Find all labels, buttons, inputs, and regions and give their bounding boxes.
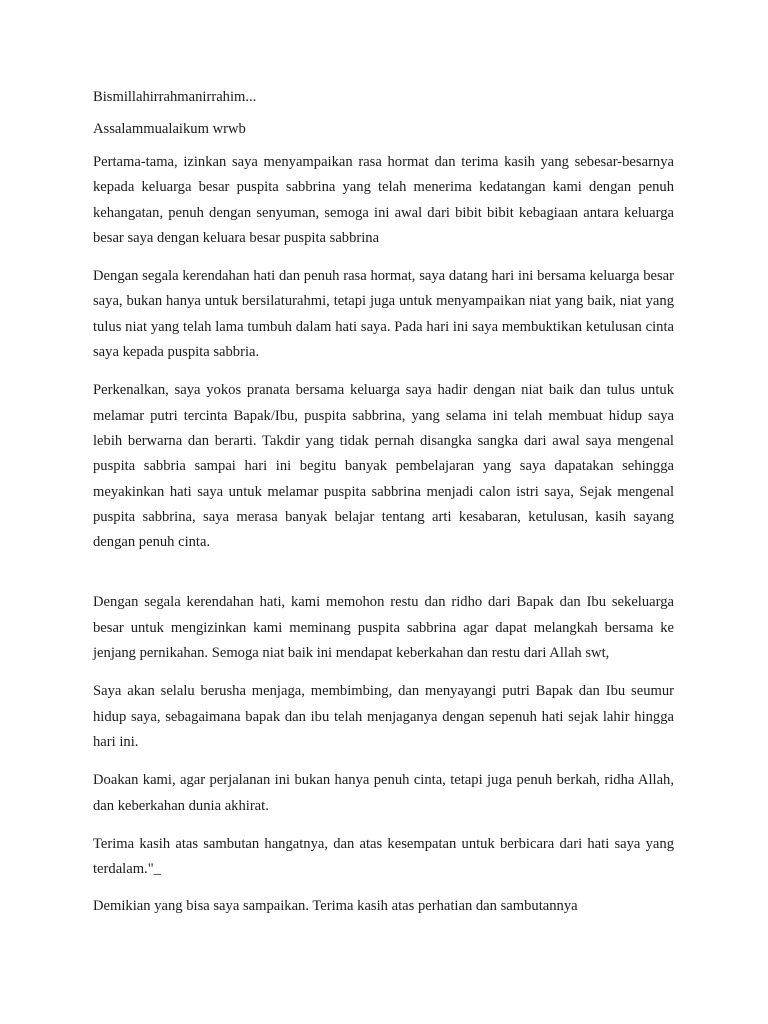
paragraph-thanks: Terima kasih atas sambutan hangatnya, dan atas kesempatan untuk berbicara dari hati saya yang terdalam."_	[93, 835, 674, 878]
paragraph-request-blessing: Dengan segala kerendahan hati, kami memohon restu dan ridho dari Bapak dan Ibu sekeluarga besar untuk mengizinkan kami meminang puspita sabbrina agar dapat melangkah bersama ke jenjang pernikahan. Semoga niat baik ini mendapat keberkahan dan restu dari Allah swt,	[93, 594, 674, 662]
paragraph-prayer: Doakan kami, agar perjalanan ini bukan hanya penuh cinta, tetapi juga penuh berkah, ridha Allah, dan keberkahan dunia akhirat.	[93, 772, 674, 814]
greeting-line: Assalammualaikum wrwb	[93, 121, 246, 137]
paragraph-promise: Saya akan selalu berusha menjaga, membimbing, dan menyayangi putri Bapak dan Ibu seumur hidup saya, sebagaimana bapak dan ibu telah menjaganya dengan sepenuh hati sejak lahir hingga hari ini.	[93, 683, 674, 750]
blank-line	[93, 568, 674, 590]
paragraph-gratitude: Pertama-tama, izinkan saya menyampaikan rasa hormat dan terima kasih yang sebesar-besarnya kepada keluarga besar puspita sabbrina yang telah menerima kedatangan kami dengan penuh kehangatan, penuh dengan senyuman, semoga ini awal dari bibit bibit kebagiaan antara keluarga besar saya dengan keluara besar puspita sabbrina	[93, 154, 674, 246]
opening-line: Bismillahirrahmanirrahim...	[93, 89, 257, 105]
paragraph-introduction: Perkenalkan, saya yokos pranata bersama keluarga saya hadir dengan niat baik dan tulus untuk melamar putri tercinta Bapak/Ibu, puspita sabbrina, yang selama ini telah membuat hidup saya lebih berwarna dan berarti. Takdir yang tidak pernah disangka sangka dari awal saya mengenal puspita sabbria sampai hari ini begitu banyak pembelajaran yang saya dapatakan sehingga meyakinkan hati saya untuk melamar puspita sabbrina menjadi calon istri saya, Sejak mengenal puspita sabbrina, saya merasa banyak belajar tentang arti kesabaran, ketulusan, kasih sayang dengan penuh cinta.	[93, 382, 674, 551]
paragraph-intention: Dengan segala kerendahan hati dan penuh rasa hormat, saya datang hari ini bersama keluarga besar saya, bukan hanya untuk bersilaturahmi, tetapi juga untuk menyampaikan niat yang baik, niat yang tulus niat yang telah lama tumbuh dalam hati saya. Pada hari ini saya membuktikan ketulusan cinta saya kepada puspita sabbria.	[93, 268, 674, 361]
document-body	[93, 86, 674, 927]
closing-line: Demikian yang bisa saya sampaikan. Terima kasih atas perhatian dan sambutannya	[93, 898, 578, 915]
